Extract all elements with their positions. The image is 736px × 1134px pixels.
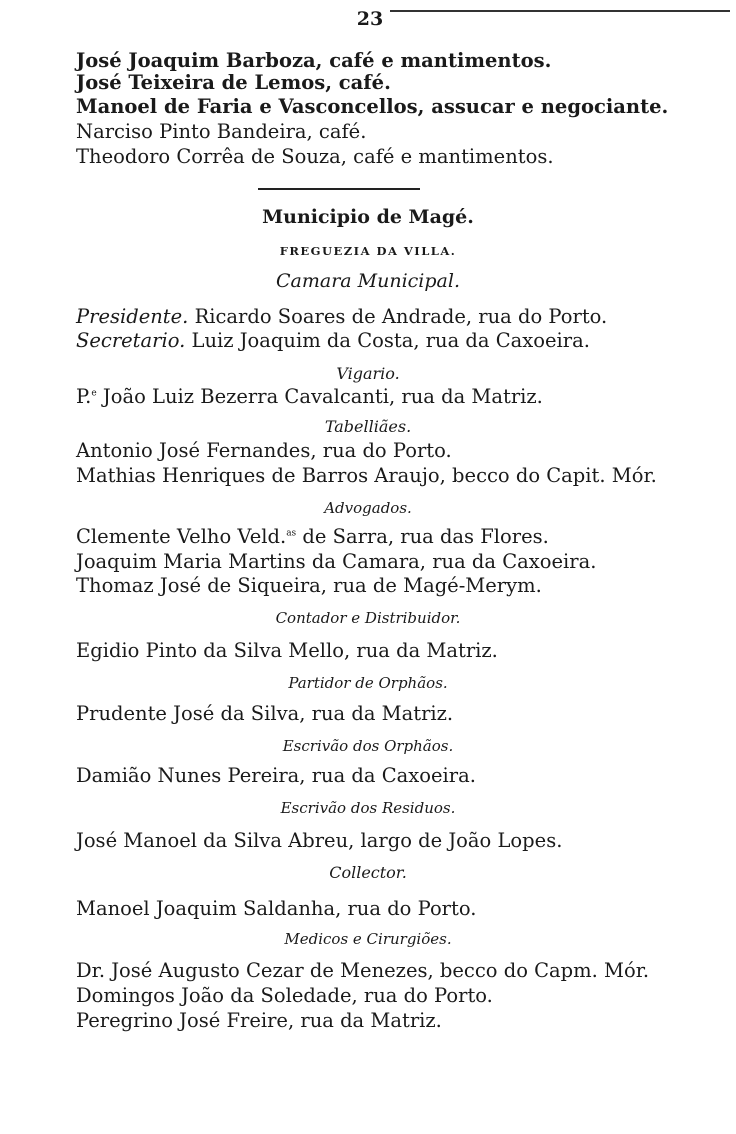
list-item: Theodoro Corrêa de Souza, café e mantimentos. xyxy=(76,145,554,168)
entry-text: Luiz Joaquim da Costa, rua da Caxoeira. xyxy=(191,329,590,352)
entry-presidente xyxy=(76,306,607,328)
list-item: Egidio Pinto da Silva Mello, rua da Matriz. xyxy=(76,639,498,662)
heading-advogados: Advogados. xyxy=(324,499,412,517)
list-item: Narciso Pinto Bandeira, café. xyxy=(76,120,367,143)
list-item: Manoel de Faria e Vasconcellos, assucar e negociante. xyxy=(76,95,669,118)
role-label: Secretario. xyxy=(76,329,186,352)
entry-text: João Luiz Bezerra Cavalcanti, rua da Matriz. xyxy=(102,385,543,408)
role-label: Presidente. xyxy=(76,305,189,328)
heading-tabelliaes: Tabelliães. xyxy=(324,417,412,436)
list-item: Prudente José da Silva, rua da Matriz. xyxy=(76,702,454,725)
page-number: 23 xyxy=(356,8,384,30)
abbrev-superscript: as xyxy=(286,528,297,539)
section-divider xyxy=(258,188,420,190)
top-rule xyxy=(390,10,730,12)
list-item: Mathias Henriques de Barros Araujo, becco do Capit. Mór. xyxy=(76,464,657,487)
heading-escrivao-residuos: Escrivão dos Residuos. xyxy=(280,799,456,817)
entry-text: Clemente Velho Veld. xyxy=(76,525,287,548)
entry-secretario xyxy=(76,330,590,352)
heading-escrivao-orphaos: Escrivão dos Orphãos. xyxy=(282,737,454,755)
title-superscript: e xyxy=(91,388,97,399)
list-item: Joaquim Maria Martins da Camara, rua da Caxoeira. xyxy=(76,550,597,573)
list-item: Damião Nunes Pereira, rua da Caxoeira. xyxy=(76,764,476,787)
list-item: Dr. José Augusto Cezar de Menezes, becco do Capm. Mór. xyxy=(76,959,650,982)
municipality-title: Municipio de Magé. xyxy=(262,206,474,228)
entry-advogado xyxy=(76,526,549,548)
title-label: P. xyxy=(76,385,92,408)
list-item: José Joaquim Barboza, café e mantimentos. xyxy=(76,49,552,72)
list-item: Peregrino José Freire, rua da Matriz. xyxy=(76,1009,442,1032)
heading-collector: Collector. xyxy=(329,863,407,882)
heading-contador: Contador e Distribuidor. xyxy=(275,609,461,627)
parish-title: FREGUEZIA DA VILLA. xyxy=(279,244,457,258)
entry-vigario xyxy=(76,386,543,408)
entry-text: de Sarra, rua das Flores. xyxy=(296,525,549,548)
heading-camara: Camara Municipal. xyxy=(276,270,460,292)
list-item: Manoel Joaquim Saldanha, rua do Porto. xyxy=(76,897,477,920)
heading-partidor: Partidor de Orphãos. xyxy=(288,674,448,692)
list-item: Domingos João da Soledade, rua do Porto. xyxy=(76,984,493,1007)
entry-text: Ricardo Soares de Andrade, rua do Porto. xyxy=(194,305,608,328)
heading-medicos: Medicos e Cirurgiões. xyxy=(284,930,452,948)
heading-vigario: Vigario. xyxy=(336,364,400,383)
list-item: José Manoel da Silva Abreu, largo de João Lopes. xyxy=(76,829,563,852)
list-item: Thomaz José de Siqueira, rua de Magé-Merym. xyxy=(76,574,542,597)
list-item: Antonio José Fernandes, rua do Porto. xyxy=(76,439,452,462)
list-item: José Teixeira de Lemos, café. xyxy=(76,71,391,94)
